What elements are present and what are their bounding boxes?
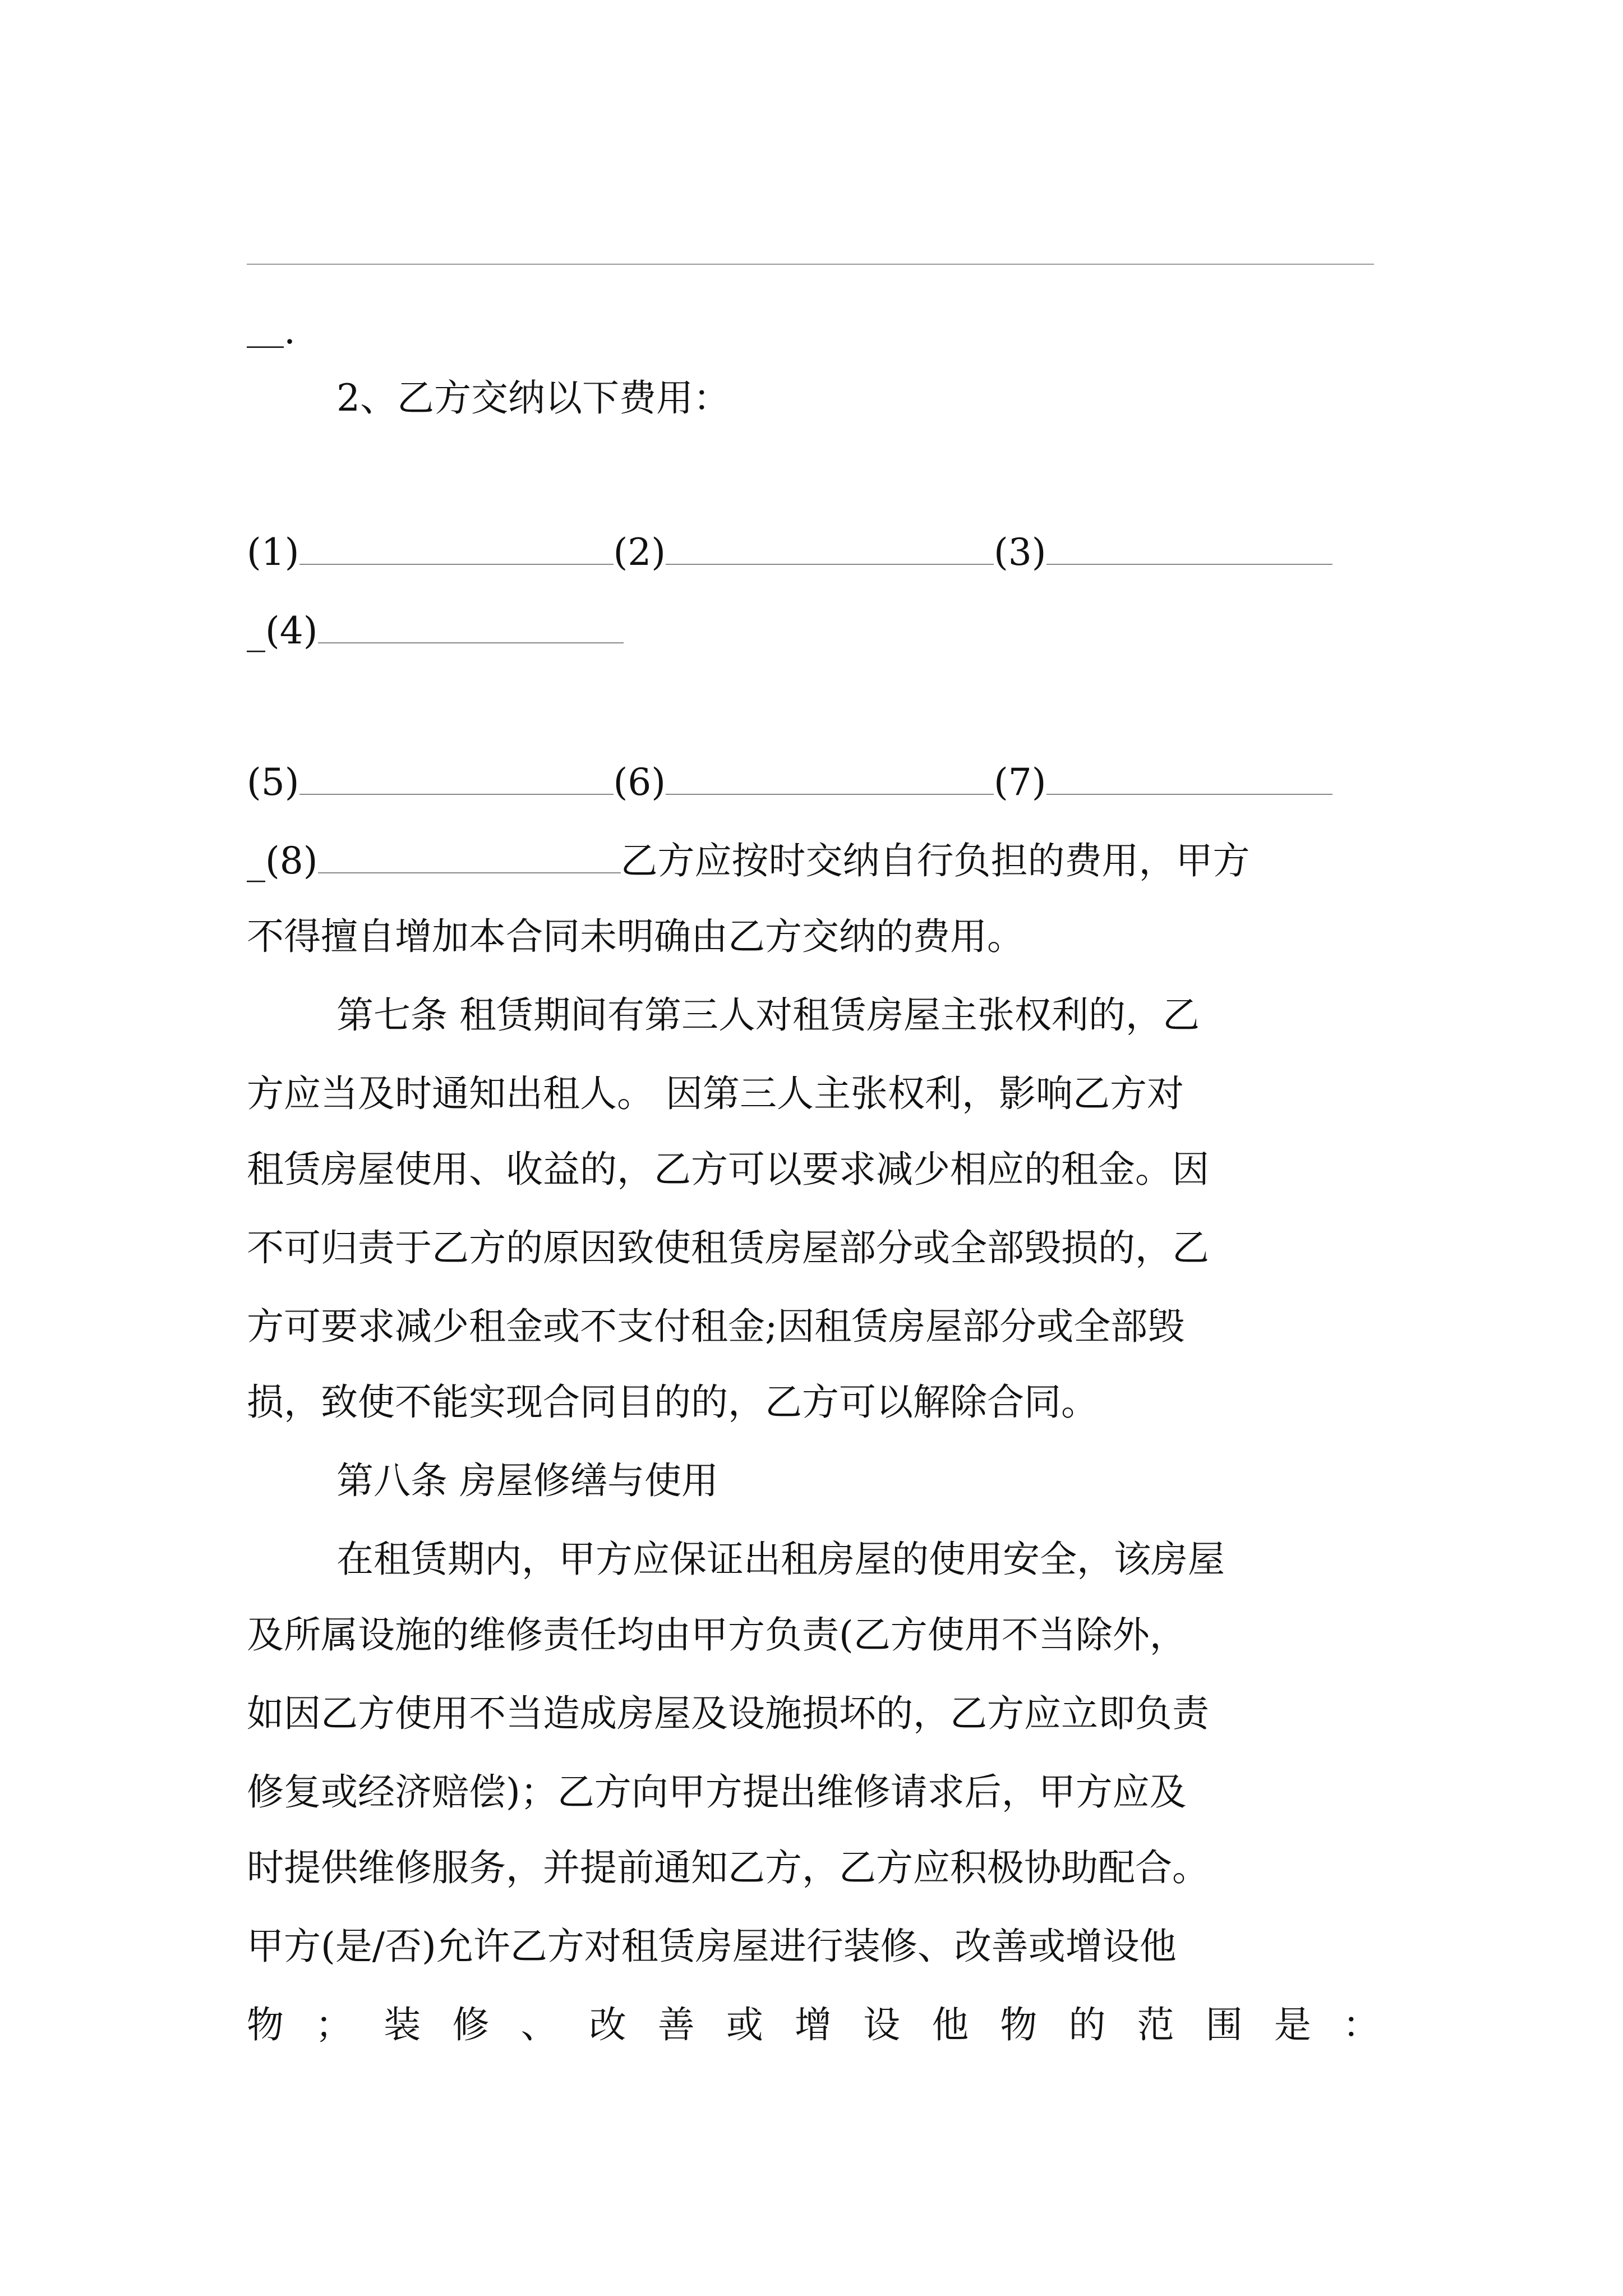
fee-blank-7 bbox=[1046, 761, 1332, 795]
fee-restriction-text: 不得擅自增加本合同未明确由乙方交纳的费用。 bbox=[247, 915, 1024, 958]
last-line-char: 围 bbox=[1205, 2003, 1243, 2046]
fee-label-8: (8) bbox=[265, 839, 318, 882]
article-7-line-2: 方应当及时通知出租人。 因第三人主张权利，影响乙方对 bbox=[247, 1072, 1184, 1115]
fee-label-1: (1) bbox=[247, 531, 299, 574]
last-line-char: 物 bbox=[247, 2003, 284, 2046]
fee-blank-5 bbox=[299, 761, 614, 795]
article-7-line-5: 方可要求减少租金或不支付租金;因租赁房屋部分或全部毁 bbox=[247, 1305, 1185, 1348]
article-7-line-6: 损，致使不能实现合同目的的，乙方可以解除合同。 bbox=[247, 1381, 1098, 1424]
fee-blank-3 bbox=[1046, 531, 1332, 565]
fee-row-3 bbox=[247, 757, 1332, 808]
article-8-line-3: 如因乙方使用不当造成房屋及设施损坏的，乙方应立即负责 bbox=[247, 1692, 1209, 1735]
article-8-line-2: 及所属设施的维修责任均由甲方负责(乙方使用不当除外， bbox=[247, 1613, 1187, 1657]
fees-heading: 2、乙方交纳以下费用： bbox=[336, 376, 730, 420]
article-7-line-3: 租赁房屋使用、收益的，乙方可以要求减少相应的租金。因 bbox=[247, 1148, 1209, 1191]
article-7-line-4: 不可归责于乙方的原因致使租赁房屋部分或全部毁损的，乙 bbox=[247, 1226, 1209, 1269]
article-8-line-4: 修复或经济赔偿)；乙方向甲方提出维修请求后，甲方应及 bbox=[247, 1770, 1187, 1814]
fee-label-7: (7) bbox=[994, 761, 1046, 804]
last-line-char: 、 bbox=[520, 2003, 558, 2046]
fee-label-3: (3) bbox=[994, 531, 1046, 574]
last-line-char: 是 bbox=[1274, 2003, 1311, 2046]
fee-blank-1 bbox=[299, 531, 614, 565]
top-rule-tail: ＿. bbox=[247, 309, 296, 352]
last-line-char: 装 bbox=[384, 2003, 421, 2046]
article-8-heading: 第八条 房屋修缮与使用 bbox=[336, 1459, 718, 1502]
last-line-char: 增 bbox=[795, 2003, 832, 2046]
last-line-char: ； bbox=[315, 2003, 353, 2046]
fee-row-2 bbox=[247, 606, 624, 656]
last-line-char: 改 bbox=[589, 2003, 626, 2046]
fee-blank-4 bbox=[318, 610, 624, 643]
article-8-line-6: 甲方(是/否)允许乙方对租赁房屋进行装修、改善或增设他 bbox=[247, 1925, 1177, 1968]
last-line-char: 的 bbox=[1068, 2003, 1106, 2046]
fee-underscore-prefix: _ bbox=[247, 609, 265, 652]
top-rule bbox=[247, 264, 1374, 265]
fee-underscore-prefix-2: _ bbox=[247, 839, 265, 882]
last-line-char: 或 bbox=[726, 2003, 763, 2046]
last-line-char: 范 bbox=[1137, 2003, 1174, 2046]
fee-row-1 bbox=[247, 527, 1332, 578]
last-line-char: 物 bbox=[1000, 2003, 1038, 2046]
article-8-line-7 bbox=[247, 2000, 1380, 2050]
last-line-char: 设 bbox=[863, 2003, 901, 2046]
article-7-line-1: 第七条 租赁期间有第三人对租赁房屋主张权利的，乙 bbox=[336, 993, 1200, 1037]
fee-payment-text: 乙方应按时交纳自行负担的费用，甲方 bbox=[620, 839, 1250, 882]
fee-label-4: (4) bbox=[265, 609, 318, 652]
fee-blank-8 bbox=[318, 840, 621, 873]
fee-blank-2 bbox=[666, 531, 994, 565]
fee-row-4 bbox=[247, 836, 1250, 886]
last-line-char: 他 bbox=[932, 2003, 969, 2046]
last-line-char: 善 bbox=[657, 2003, 695, 2046]
article-8-line-5: 时提供维修服务，并提前通知乙方，乙方应积极协助配合。 bbox=[247, 1846, 1209, 1889]
fee-label-6: (6) bbox=[613, 761, 666, 804]
last-line-char: ： bbox=[1343, 2003, 1380, 2046]
fee-label-5: (5) bbox=[247, 761, 299, 804]
article-8-line-1: 在租赁期内，甲方应保证出租房屋的使用安全，该房屋 bbox=[336, 1538, 1225, 1581]
fee-blank-6 bbox=[666, 761, 994, 795]
last-line-char: 修 bbox=[452, 2003, 490, 2046]
fee-label-2: (2) bbox=[613, 531, 666, 574]
